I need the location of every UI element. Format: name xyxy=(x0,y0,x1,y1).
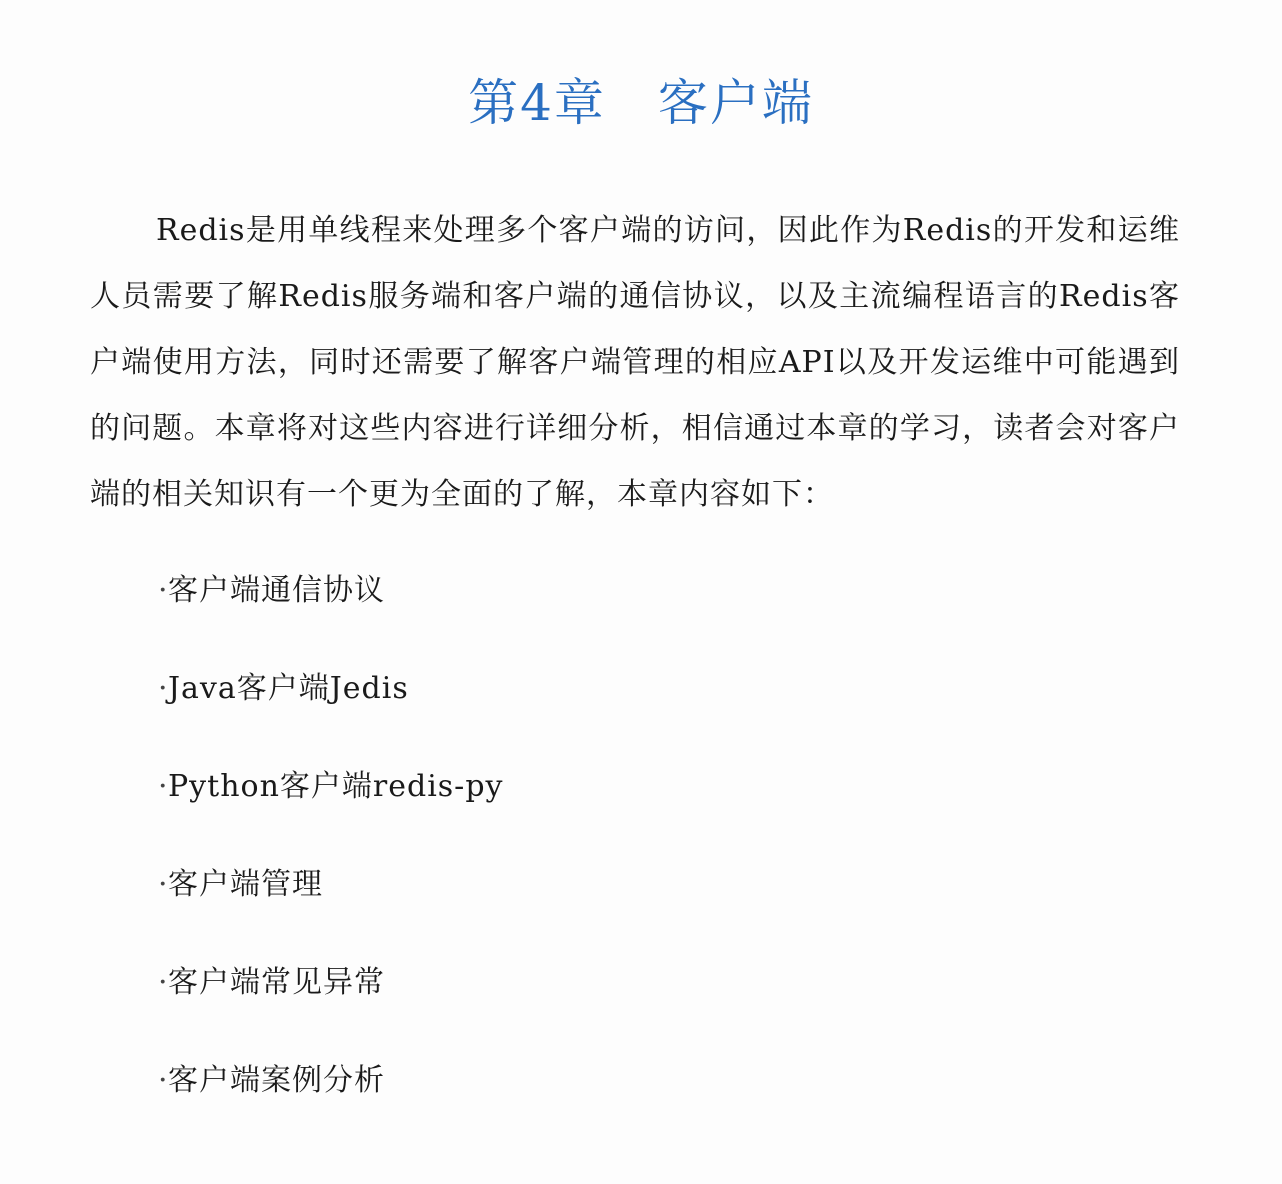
list-item-label: 客户端管理 xyxy=(168,867,323,902)
list-item xyxy=(158,558,503,624)
list-item-label: Java客户端Jedis xyxy=(168,671,409,706)
bullet-icon: · xyxy=(158,965,169,1000)
bullet-icon: · xyxy=(158,573,169,608)
list-item xyxy=(158,852,503,918)
chapter-contents-list xyxy=(158,558,503,1146)
intro-paragraph: Redis是用单线程来处理多个客户端的访问，因此作为Redis的开发和运维人员需要了解Redis服务端和客户端的通信协议，以及主流编程语言的Redis客户端使用方法，同时还需要了解客户端管理的相应API以及开发运维中可能遇到的问题。本章将对这些内容进行详细分析，相信通过本章的学习，读者会对客户端的相关知识有一个更为全面的了解，本章内容如下： xyxy=(90,213,1180,512)
list-item-label: 客户端常见异常 xyxy=(168,965,385,1000)
list-item xyxy=(158,754,503,820)
bullet-icon: · xyxy=(158,867,169,902)
list-item-label: 客户端案例分析 xyxy=(168,1063,385,1098)
list-item-label: Python客户端redis-py xyxy=(168,769,504,804)
list-item xyxy=(158,1048,503,1114)
bullet-icon: · xyxy=(158,769,169,804)
bullet-icon: · xyxy=(158,671,169,706)
list-item xyxy=(158,950,503,1016)
list-item xyxy=(158,656,503,722)
chapter-title: 第4章 客户端 xyxy=(468,74,814,132)
list-item-label: 客户端通信协议 xyxy=(168,573,385,608)
bullet-icon: · xyxy=(158,1063,169,1098)
